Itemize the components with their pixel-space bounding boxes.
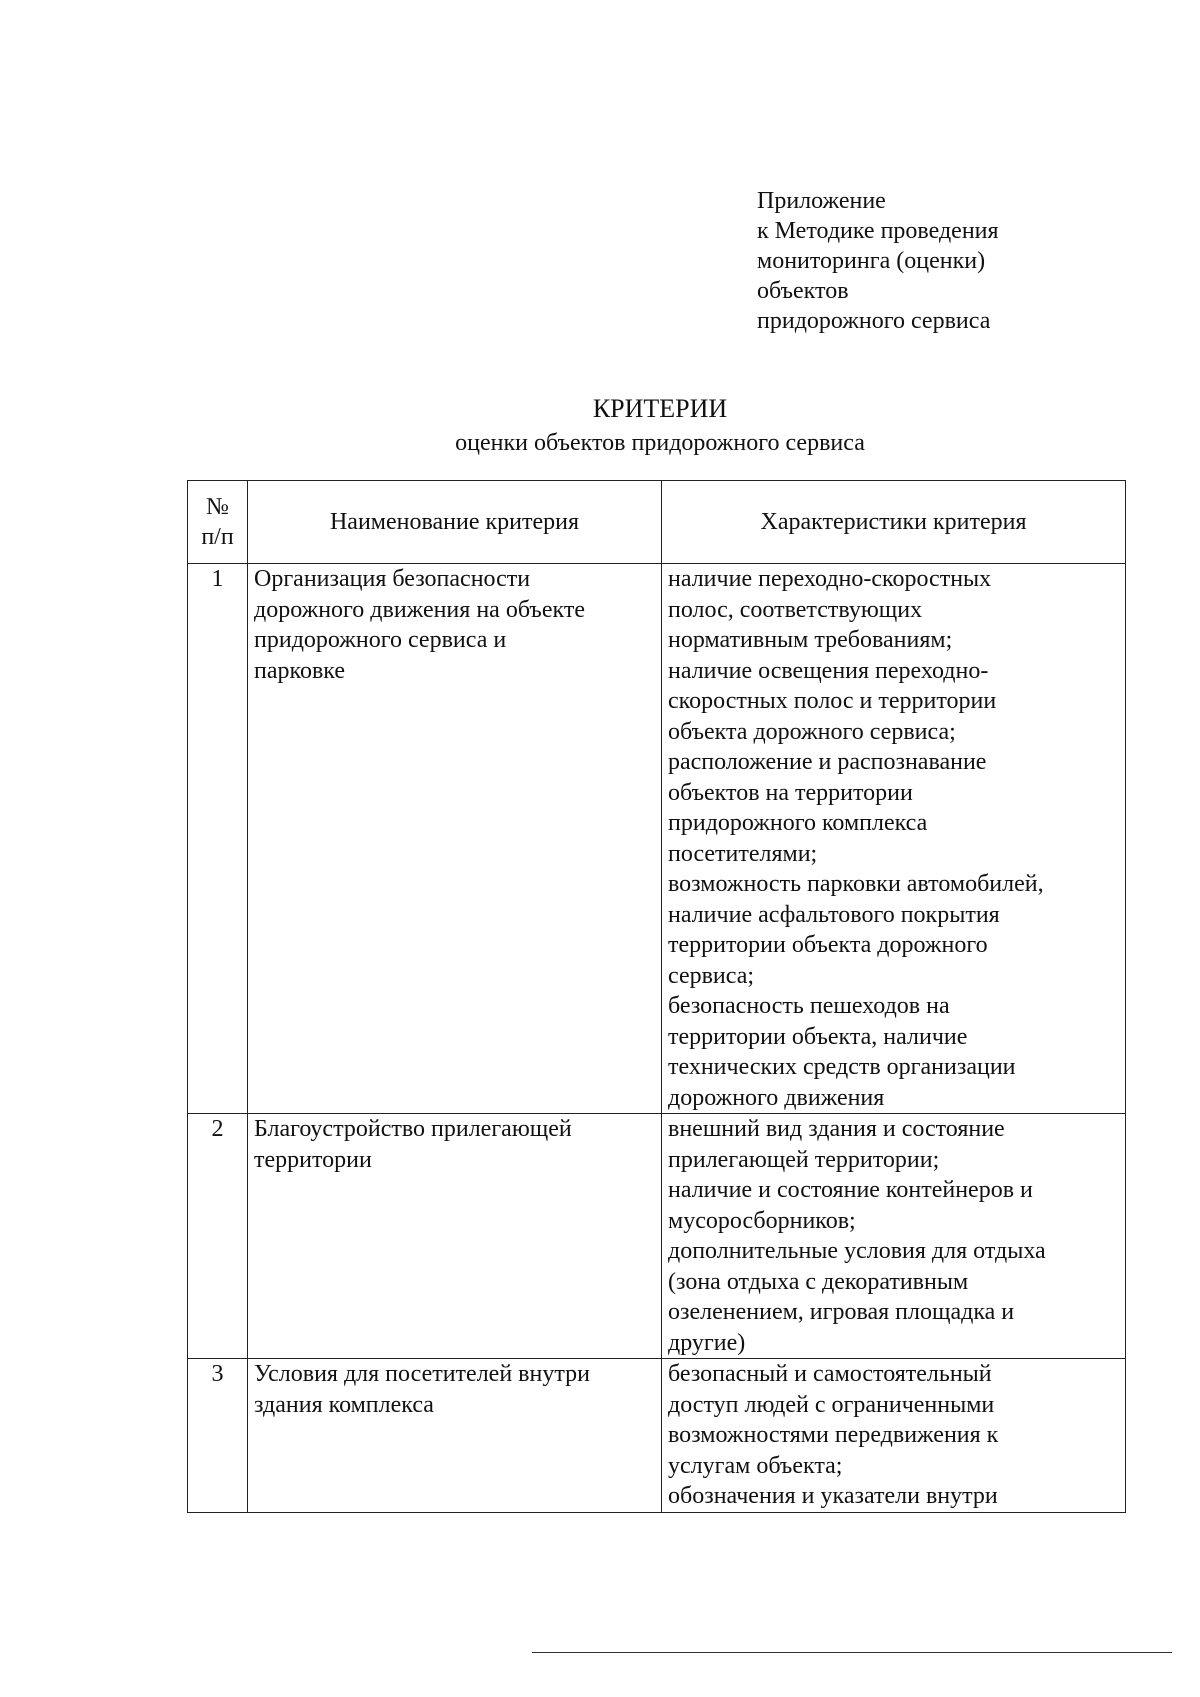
- criterion-name-line: Условия для посетителей внутри: [254, 1361, 590, 1387]
- header-number-abbrev: п/п: [201, 524, 234, 550]
- criterion-characteristics: [662, 564, 1126, 1114]
- characteristic-line: расположение и распознавание: [668, 749, 987, 775]
- criterion-name: [248, 1359, 662, 1513]
- characteristic-line: прилегающей территории;: [668, 1146, 940, 1173]
- document-title: КРИТЕРИИ: [592, 394, 728, 423]
- characteristic-line: наличие переходно-скоростных: [668, 566, 992, 592]
- characteristic-line: безопасный и самостоятельный: [668, 1361, 992, 1387]
- criterion-name-line: парковке: [254, 657, 345, 684]
- characteristic-line: другие): [668, 1329, 746, 1356]
- document-subtitle: оценки объектов придорожного сервиса: [455, 430, 865, 456]
- header-number-symbol: №: [206, 494, 229, 520]
- characteristic-line: объекта дорожного сервиса;: [668, 718, 956, 745]
- characteristic-line: территории объекта, наличие: [668, 1023, 968, 1050]
- criterion-name-line: здания комплекса: [254, 1391, 434, 1418]
- characteristic-line: придорожного комплекса: [668, 810, 928, 836]
- table-row: [188, 564, 1126, 1114]
- header-number: [188, 481, 248, 564]
- characteristic-line: территории объекта дорожного: [668, 932, 988, 958]
- characteristic-line: посетителями;: [668, 840, 818, 867]
- criterion-name-line: дорожного движения на объекте: [254, 596, 585, 623]
- characteristic-line: технических средств организации: [668, 1054, 1016, 1080]
- row-number: 2: [188, 1114, 248, 1359]
- header-name: Наименование критерия: [248, 481, 662, 564]
- row-number: 3: [188, 1359, 248, 1513]
- table-row: [188, 1359, 1126, 1513]
- table-row: [188, 1114, 1126, 1359]
- criterion-name-line: территории: [254, 1146, 372, 1173]
- characteristic-line: возможностями передвижения к: [668, 1422, 999, 1448]
- criterion-name: [248, 1114, 662, 1359]
- criterion-characteristics: [662, 1359, 1126, 1513]
- characteristic-line: мусоросборников;: [668, 1207, 856, 1234]
- characteristic-line: наличие асфальтового покрытия: [668, 901, 1000, 928]
- characteristic-line: скоростных полос и территории: [668, 688, 997, 714]
- appendix-line: придорожного сервиса: [757, 308, 991, 334]
- appendix-line: к Методике проведения: [757, 218, 999, 244]
- characteristic-line: (зона отдыха с декоративным: [668, 1268, 969, 1295]
- criterion-characteristics: [662, 1114, 1126, 1359]
- characteristic-line: полос, соответствующих: [668, 596, 923, 623]
- characteristic-line: нормативным требованиям;: [668, 627, 953, 653]
- table-header-row: [188, 481, 1126, 564]
- criterion-name: [248, 564, 662, 1114]
- appendix-line: мониторинга (оценки): [757, 248, 986, 274]
- characteristic-line: озеленением, игровая площадка и: [668, 1299, 1015, 1325]
- characteristic-line: безопасность пешеходов на: [668, 993, 950, 1019]
- characteristic-line: внешний вид здания и состояние: [668, 1116, 1005, 1142]
- page-bottom-rule: [532, 1652, 1172, 1653]
- characteristic-line: обозначения и указатели внутри: [668, 1483, 998, 1509]
- characteristic-line: сервиса;: [668, 962, 755, 989]
- appendix-line: Приложение: [757, 188, 886, 214]
- characteristic-line: наличие и состояние контейнеров и: [668, 1177, 1033, 1203]
- criterion-name-line: придорожного сервиса и: [254, 627, 507, 653]
- appendix-line: объектов: [757, 278, 849, 304]
- criterion-name-line: Организация безопасности: [254, 566, 531, 592]
- characteristic-line: возможность парковки автомобилей,: [668, 871, 1044, 897]
- characteristic-line: услугам объекта;: [668, 1452, 843, 1479]
- criteria-table: [187, 480, 1126, 1513]
- characteristic-line: дополнительные условия для отдыха: [668, 1238, 1046, 1264]
- header-characteristics: Характеристики критерия: [662, 481, 1126, 564]
- criterion-name-line: Благоустройство прилегающей: [254, 1116, 572, 1142]
- characteristic-line: объектов на территории: [668, 779, 913, 806]
- characteristic-line: наличие освещения переходно-: [668, 657, 989, 684]
- row-number: 1: [188, 564, 248, 1114]
- characteristic-line: доступ людей с ограниченными: [668, 1391, 995, 1418]
- characteristic-line: дорожного движения: [668, 1084, 885, 1111]
- appendix-note: [757, 186, 999, 336]
